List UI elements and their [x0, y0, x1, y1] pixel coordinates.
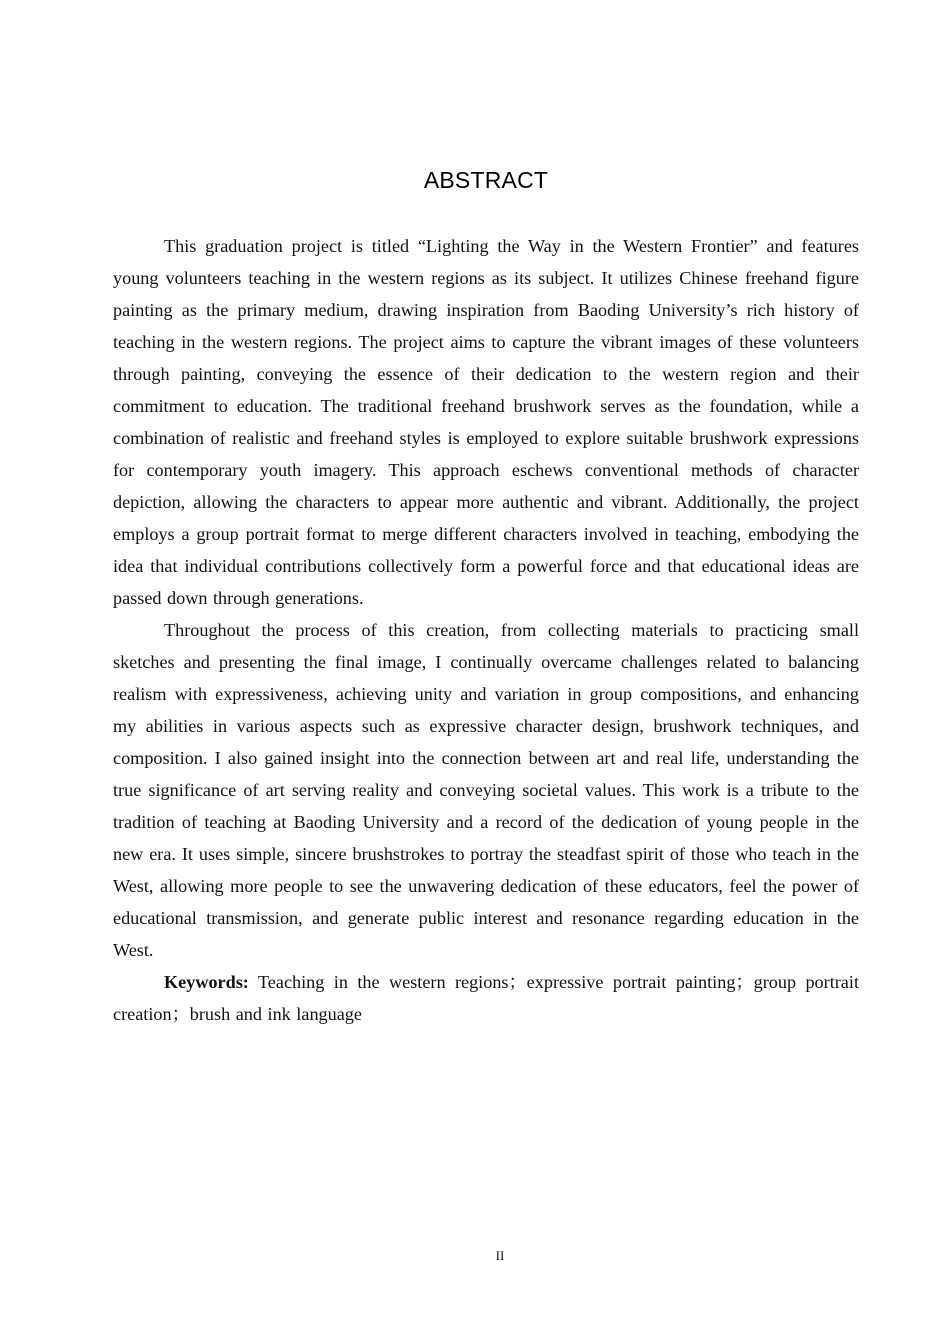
abstract-paragraph-1: This graduation project is titled “Lighting the Way in the Western Frontier” and features young volunteers teaching in the western regions as its subject. It utilizes Chinese freehand figure painting as the primary medium, drawing inspiration from Baoding University’s rich history of teaching in the western regions. The project aims to capture the vibrant images of these volunteers through painting, conveying the essence of their dedication to the western region and their commitment to education. The traditional freehand brushwork serves as the foundation, while a combination of realistic and freehand styles is employed to explore suitable brushwork expressions for contemporary youth imagery. This approach eschews conventional methods of character depiction, allowing the characters to appear more authentic and vibrant. Additionally, the project employs a group portrait format to merge different characters involved in teaching, embodying the idea that individual contributions collectively form a powerful force and that educational ideas are passed down through generations. — [113, 236, 859, 608]
keywords-paragraph — [113, 966, 859, 1030]
abstract-body — [113, 230, 859, 1030]
abstract-paragraph-2: Throughout the process of this creation, from collecting materials to practicing small sketches and presenting the final image, I continually overcame challenges related to balancing realism with expressiveness, achieving unity and variation in group compositions, and enhancing my abilities in various aspects such as expressive character design, brushwork techniques, and composition. I also gained insight into the connection between art and real life, understanding the true significance of art serving reality and conveying societal values. This work is a tribute to the tradition of teaching at Baoding University and a record of the dedication of young people in the new era. It uses simple, sincere brushstrokes to portray the steadfast spirit of those who teach in the West, allowing more people to see the unwavering dedication of these educators, feel the power of educational transmission, and generate public interest and resonance regarding education in the West. — [113, 620, 859, 960]
keywords-label: Keywords: — [164, 972, 249, 992]
keywords-text: Teaching in the western regions；expressive portrait painting；group portrait creation；brush and ink language — [113, 972, 859, 1024]
page-number: II — [495, 1248, 505, 1263]
page-title: ABSTRACT — [423, 167, 549, 193]
